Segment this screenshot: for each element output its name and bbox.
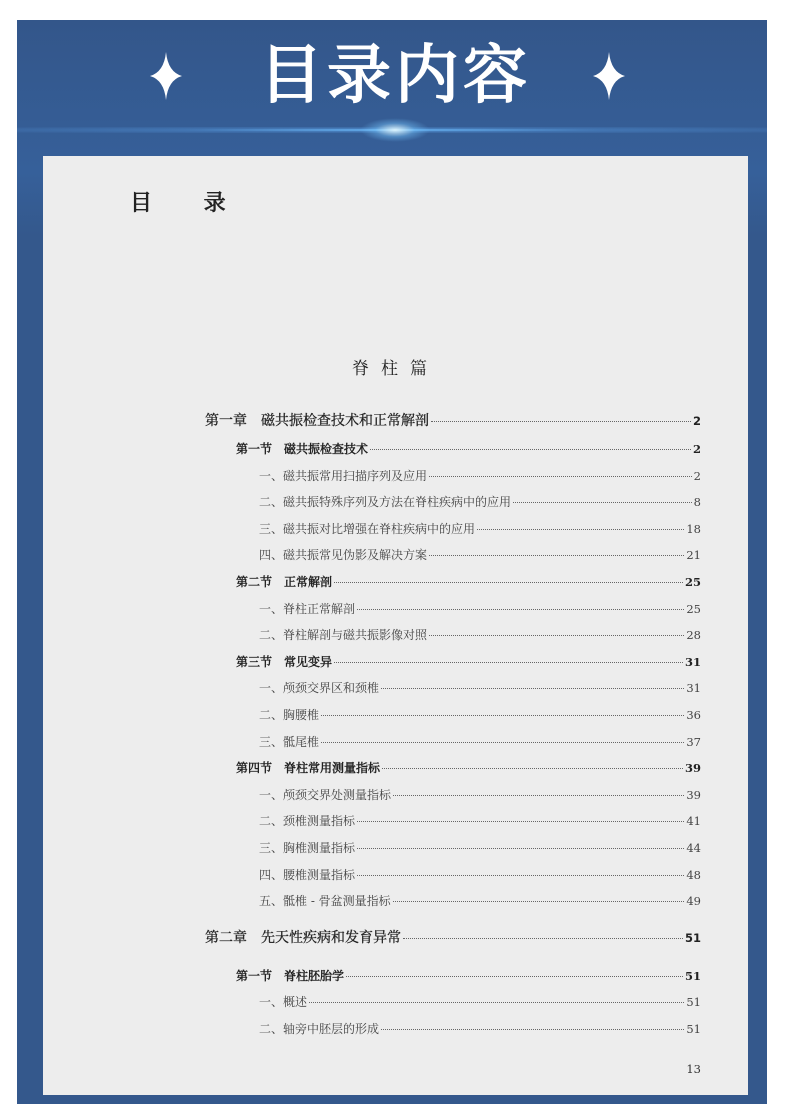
toc-entry-page: 51 xyxy=(684,930,701,945)
toc-entry-page: 51 xyxy=(684,968,701,983)
toc-entry-chapter[interactable] xyxy=(205,923,701,957)
toc-entry-label: 三、胸椎测量指标 xyxy=(259,840,356,855)
leader-dots xyxy=(513,502,692,503)
leader-dots xyxy=(334,582,683,583)
leader-dots xyxy=(393,901,685,902)
toc-entry-label: 二、胸腰椎 xyxy=(259,707,320,722)
toc-entry-page: 21 xyxy=(686,548,701,563)
toc-entry-page: 49 xyxy=(686,894,701,909)
leader-dots xyxy=(357,875,684,876)
leader-dots xyxy=(321,715,684,716)
toc-entry-label: 二、脊柱解剖与磁共振影像对照 xyxy=(259,628,428,643)
toc-entry-label: 三、磁共振对比增强在脊柱疾病中的应用 xyxy=(259,521,476,536)
toc-entry-label: 第三节 常见变异 xyxy=(236,654,333,669)
book-page xyxy=(43,156,748,1095)
toc-entry-label: 三、骶尾椎 xyxy=(259,734,320,749)
toc-entry-section[interactable] xyxy=(205,436,701,463)
toc-entry-page: 28 xyxy=(686,628,701,643)
leader-dots xyxy=(321,742,684,743)
light-flare xyxy=(360,118,430,142)
toc-entry-item[interactable] xyxy=(205,835,701,862)
toc-entry-item[interactable] xyxy=(205,702,701,729)
toc-entry-label: 一、颅颈交界区和颈椎 xyxy=(259,681,380,696)
toc-entry-page: 48 xyxy=(686,867,701,882)
toc-entry-section[interactable] xyxy=(205,569,701,596)
toc-heading: 目 录 xyxy=(130,190,248,216)
toc-entry-page: 37 xyxy=(686,734,701,749)
leader-dots xyxy=(334,662,683,663)
leader-dots xyxy=(429,555,684,556)
toc-entry-page: 25 xyxy=(686,601,701,616)
toc-entry-label: 二、轴旁中胚层的形成 xyxy=(259,1021,380,1036)
leader-dots xyxy=(357,821,684,822)
toc-entry-page: 2 xyxy=(692,414,701,428)
leader-dots xyxy=(429,476,692,477)
toc-entry-item[interactable] xyxy=(205,1016,701,1043)
toc-entry-page: 25 xyxy=(684,574,701,589)
table-of-contents xyxy=(205,406,701,1042)
toc-entry-item[interactable] xyxy=(205,675,701,702)
toc-entry-page: 31 xyxy=(684,654,701,669)
toc-entry-item[interactable] xyxy=(205,862,701,889)
part-title: 脊柱篇 xyxy=(352,359,439,379)
toc-entry-item[interactable] xyxy=(205,542,701,569)
leader-dots xyxy=(429,635,684,636)
toc-entry-page: 44 xyxy=(686,840,701,855)
toc-entry-item[interactable] xyxy=(205,888,701,915)
toc-entry-item[interactable] xyxy=(205,989,701,1016)
toc-entry-label: 第一章 磁共振检查技术和正常解剖 xyxy=(205,413,429,429)
toc-entry-item[interactable] xyxy=(205,622,701,649)
toc-entry-label: 第四节 脊柱常用测量指标 xyxy=(236,761,381,776)
page-number: 13 xyxy=(686,1062,701,1076)
toc-entry-section[interactable] xyxy=(205,755,701,782)
toc-entry-page: 8 xyxy=(693,495,701,510)
toc-entry-page: 36 xyxy=(686,707,701,722)
toc-entry-item[interactable] xyxy=(205,489,701,516)
toc-entry-section[interactable] xyxy=(205,963,701,990)
toc-entry-page: 39 xyxy=(684,761,701,776)
toc-entry-item[interactable] xyxy=(205,729,701,756)
toc-entry-label: 五、骶椎 - 骨盆测量指标 xyxy=(259,894,391,909)
leader-dots xyxy=(393,795,684,796)
toc-entry-item[interactable] xyxy=(205,463,701,490)
leader-dots xyxy=(357,848,684,849)
leader-dots xyxy=(477,529,684,530)
toc-entry-label: 二、颈椎测量指标 xyxy=(259,814,356,829)
toc-entry-section[interactable] xyxy=(205,649,701,676)
toc-entry-label: 一、磁共振常用扫描序列及应用 xyxy=(259,468,428,483)
toc-entry-page: 2 xyxy=(692,442,701,456)
toc-entry-item[interactable] xyxy=(205,808,701,835)
leader-dots xyxy=(381,688,684,689)
toc-entry-item[interactable] xyxy=(205,596,701,623)
toc-entry-label: 一、颅颈交界处测量指标 xyxy=(259,787,392,802)
toc-entry-label: 四、磁共振常见伪影及解决方案 xyxy=(259,548,428,563)
toc-entry-label: 一、概述 xyxy=(259,995,308,1010)
leader-dots xyxy=(431,421,691,422)
leader-dots xyxy=(370,449,691,450)
toc-entry-page: 51 xyxy=(686,1021,701,1036)
toc-entry-page: 18 xyxy=(686,521,701,536)
toc-entry-page: 51 xyxy=(686,995,701,1010)
toc-entry-label: 第一节 磁共振检查技术 xyxy=(236,442,369,456)
toc-entry-item[interactable] xyxy=(205,516,701,543)
toc-entry-page: 41 xyxy=(686,814,701,829)
leader-dots xyxy=(403,938,683,939)
toc-entry-item[interactable] xyxy=(205,782,701,809)
toc-entry-label: 第一节 脊柱胚胎学 xyxy=(236,968,345,983)
leader-dots xyxy=(309,1002,684,1003)
toc-entry-label: 第二章 先天性疾病和发育异常 xyxy=(205,929,401,946)
toc-entry-label: 一、脊柱正常解剖 xyxy=(259,601,356,616)
toc-entry-label: 第二节 正常解剖 xyxy=(236,574,333,589)
leader-dots xyxy=(381,1029,684,1030)
toc-entry-label: 四、腰椎测量指标 xyxy=(259,867,356,882)
leader-dots xyxy=(357,609,684,610)
toc-entry-page: 31 xyxy=(686,681,701,696)
toc-entry-chapter[interactable] xyxy=(205,406,701,436)
banner-title: 目录内容 xyxy=(259,39,531,113)
toc-entry-page: 39 xyxy=(686,787,701,802)
leader-dots xyxy=(382,768,683,769)
toc-entry-label: 二、磁共振特殊序列及方法在脊柱疾病中的应用 xyxy=(259,495,512,510)
toc-entry-page: 2 xyxy=(693,468,701,483)
leader-dots xyxy=(346,976,683,977)
